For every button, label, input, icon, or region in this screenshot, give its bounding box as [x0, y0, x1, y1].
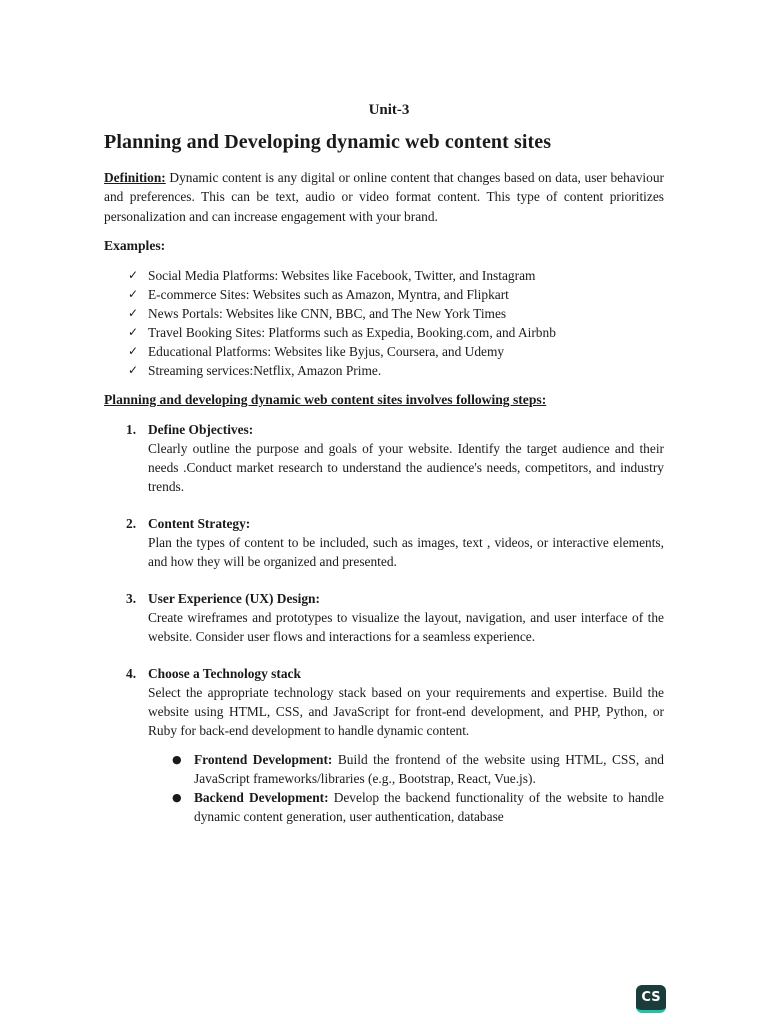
- step-text: Clearly outline the purpose and goals of your website. Identify the target audience and their needs .Conduct market research to understand the audience's needs, competitors, and industry trends.: [148, 440, 664, 494]
- example-text: Travel Booking Sites: Platforms such as Expedia, Booking.com, and Airbnb: [148, 324, 556, 340]
- step-item: [104, 420, 664, 496]
- checkmark-icon: ✓: [128, 343, 139, 358]
- step-number: 4.: [126, 665, 137, 681]
- list-item: [128, 361, 664, 380]
- step-item: [104, 664, 664, 740]
- step-title: User Experience (UX) Design:: [148, 590, 320, 606]
- examples-heading: Examples:: [104, 237, 166, 253]
- unit-title: Unit-3: [368, 102, 410, 118]
- step-item: [104, 589, 664, 646]
- examples-list: [104, 266, 664, 380]
- list-item: [128, 323, 664, 342]
- step-number: 1.: [126, 421, 137, 437]
- step-text: Plan the types of content to be included, such as images, text , videos, or interactive elements, and how they will be organized and presented.: [148, 534, 664, 569]
- step-title: Choose a Technology stack: [148, 665, 301, 681]
- example-text: E-commerce Sites: Websites such as Amazon, Myntra, and Flipkart: [148, 286, 509, 302]
- checkmark-icon: ✓: [128, 324, 139, 339]
- example-text: Educational Platforms: Websites like Byjus, Coursera, and Udemy: [148, 343, 505, 359]
- list-item: [172, 788, 664, 826]
- example-text: News Portals: Websites like CNN, BBC, and The New York Times: [148, 305, 507, 321]
- definition-text: Dynamic content is any digital or online content that changes based on data, user behaviour and preferences. This can be text, audio or video format content. This type of content prioritizes personalization and can increase engagement with your brand.: [104, 170, 664, 224]
- list-item: [128, 266, 664, 285]
- list-item: [128, 304, 664, 323]
- step-number: 2.: [126, 515, 137, 531]
- step-text: Create wireframes and prototypes to visualize the layout, navigation, and user interface of the website. Consider user flows and interactions for a seamless experience.: [148, 609, 664, 644]
- bullet-label: Frontend Development:: [194, 751, 333, 767]
- step-title: Content Strategy:: [148, 515, 251, 531]
- example-text: Streaming services:Netflix, Amazon Prime.: [148, 362, 382, 378]
- bullet-icon: ●: [172, 790, 182, 804]
- list-item: [128, 285, 664, 304]
- checkmark-icon: ✓: [128, 362, 139, 377]
- step-title: Define Objectives:: [148, 421, 254, 437]
- example-text: Social Media Platforms: Websites like Facebook, Twitter, and Instagram: [148, 267, 536, 283]
- bullet-text: Build the frontend of the website using HTML, CSS, and JavaScript frameworks/libraries (e.g., Bootstrap, React, Vue.js).: [194, 751, 664, 786]
- checkmark-icon: ✓: [128, 286, 139, 301]
- definition-paragraph: [104, 168, 664, 226]
- steps-heading: Planning and developing dynamic web content sites involves following steps:: [104, 391, 547, 407]
- bullet-label: Backend Development:: [194, 789, 329, 805]
- list-item: [172, 750, 664, 788]
- list-item: [128, 342, 664, 361]
- step-item: [104, 514, 664, 571]
- sub-bullet-list: [104, 750, 664, 826]
- checkmark-icon: ✓: [128, 305, 139, 320]
- document-page: [104, 102, 664, 826]
- bullet-icon: ●: [172, 752, 182, 766]
- step-number: 3.: [126, 590, 137, 606]
- definition-label: Definition:: [104, 170, 166, 185]
- bullet-text: Develop the backend functionality of the website to handle dynamic content generation, user authentication, database: [194, 789, 664, 824]
- checkmark-icon: ✓: [128, 267, 139, 282]
- page-title: Planning and Developing dynamic web content sites: [104, 131, 552, 153]
- camscanner-logo-icon: CS: [636, 985, 666, 1013]
- step-text: Select the appropriate technology stack based on your requirements and expertise. Build the website using HTML, CSS, and JavaScript for front-end development, and PHP, Python, or Ruby for back-end development to handle dynamic content.: [148, 684, 664, 738]
